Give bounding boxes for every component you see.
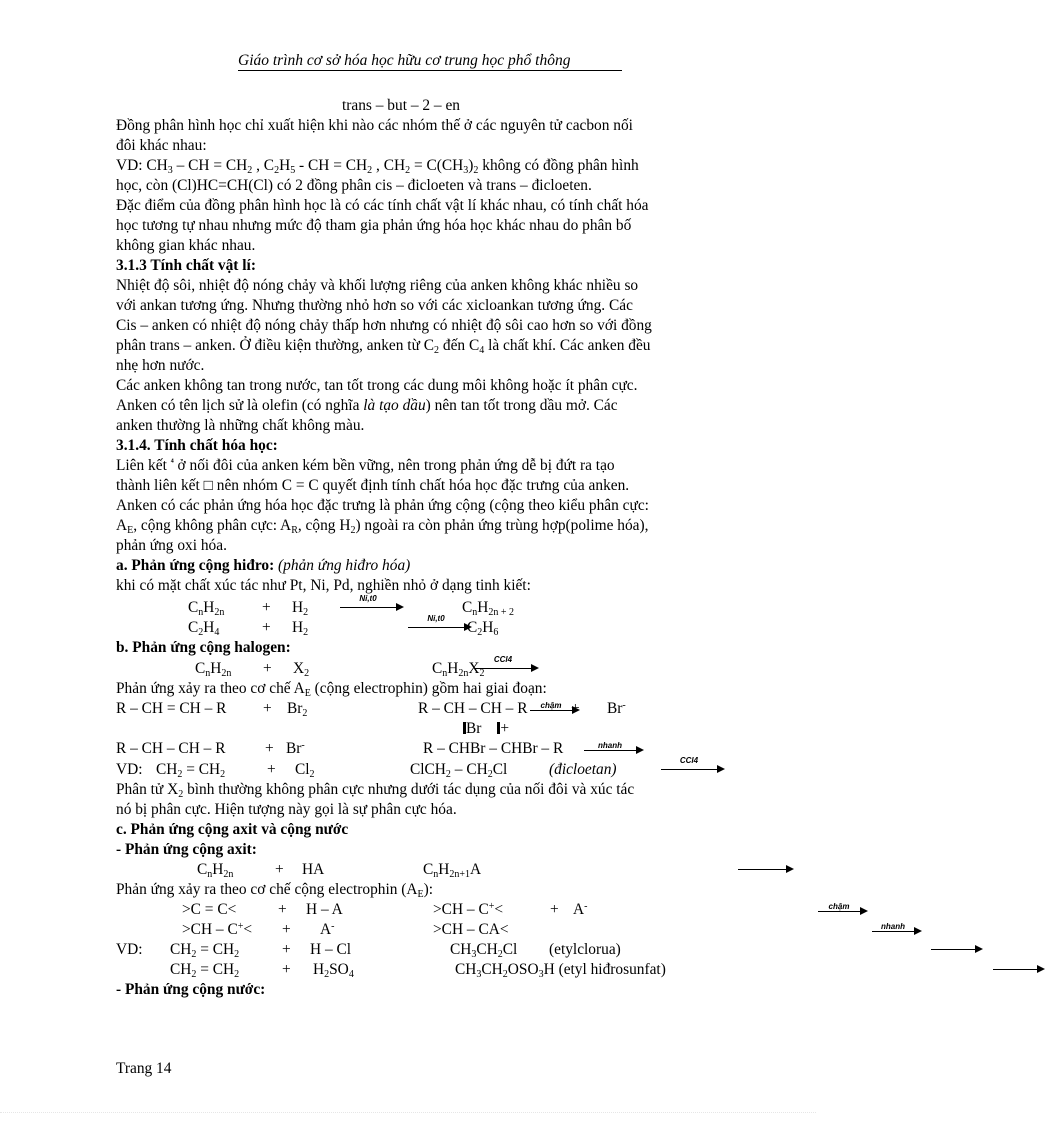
paragraph-line: nhẹ hơn nước. bbox=[116, 357, 205, 374]
isomer-name: trans – but – 2 – en bbox=[342, 97, 460, 114]
equation-reagent: HA bbox=[302, 861, 325, 878]
equation-reagent: $Br_2$ bbox=[287, 700, 308, 719]
equation-product: >CH – CA< bbox=[433, 921, 509, 938]
example-label: VD: bbox=[116, 761, 143, 778]
equation-reagent: Br- bbox=[286, 740, 305, 757]
paragraph-line: phân trans – anken. Ở điều kiện thường, anken từ $C_2$ đến $C_4$ là chất khí. Các anken đều bbox=[116, 337, 651, 356]
equation-product: ClCH$_2$ – $CH_2Cl$ bbox=[410, 761, 508, 780]
equation-reagent: H – A bbox=[306, 901, 343, 918]
carbocation-labels: Br + bbox=[463, 719, 509, 739]
plus-sign: + bbox=[550, 901, 559, 918]
reaction-arrow: Ni,t0 bbox=[340, 598, 404, 612]
paragraph-line: khi có mặt chất xúc tác như Pt, Ni, Pd, nghiền nhỏ ở dạng tinh kiết: bbox=[116, 577, 531, 594]
equation-product: $C_2H_6$ bbox=[467, 619, 499, 638]
paragraph-line: Các anken không tan trong nước, tan tốt trong các dung môi không hoặc ít phân cực. bbox=[116, 377, 638, 394]
equation-reagent: $H_2$ bbox=[292, 599, 309, 618]
paragraph-line: Liên kết $^{^4}$ ở nối đôi của anken kém bền vững, nên trong phản ứng dễ bị đứt ra tạo bbox=[116, 457, 615, 474]
subsection-heading-c1: - Phản ứng cộng axit: bbox=[116, 841, 257, 858]
paragraph-line: Đồng phân hình học chỉ xuất hiện khi nào các nhóm thế ở các nguyên tử cacbon nối bbox=[116, 117, 633, 134]
paragraph-line: thành liên kết □ nên nhóm C = C quyết định tính chất hóa học đặc trưng của anken. bbox=[116, 477, 630, 494]
equation-product: $CH_3CH_2Cl$ bbox=[450, 941, 518, 960]
reaction-arrow bbox=[931, 940, 983, 954]
plus-sign: + bbox=[571, 700, 580, 717]
paragraph-line: Phân tử $X_2$ bình thường không phân cực nhưng dưới tác dụng của nối đôi và xúc tác bbox=[116, 781, 635, 800]
equation-reactant: $CH_2 = CH_2$ bbox=[170, 961, 240, 980]
equation-reagent: $H_2$ bbox=[292, 619, 309, 638]
equation-product: R – CHBr – CHBr – R bbox=[423, 740, 564, 757]
equation-product: $C_nH_{2n}X_2$ bbox=[432, 660, 485, 679]
plus-sign: + bbox=[278, 901, 287, 918]
paragraph-line: nó bị phân cực. Hiện tượng này gọi là sự phân cực hóa. bbox=[116, 801, 457, 818]
equation-reactant: $C_nH_{2n}$ bbox=[195, 660, 232, 679]
reaction-arrow bbox=[993, 960, 1045, 974]
equation-product: R – CH – CH – R bbox=[418, 700, 528, 717]
plus-sign: + bbox=[263, 700, 272, 717]
equation-reagent: H – Cl bbox=[310, 941, 352, 958]
equation-reactant: $C_2H_4$ bbox=[188, 619, 220, 638]
paragraph-line: học, còn (Cl)HC=CH(Cl) có 2 đồng phân cis – đicloeten và trans – đicloeten. bbox=[116, 177, 592, 194]
reaction-arrow: nhanh bbox=[584, 741, 644, 755]
paragraph-line: $A_E$, cộng không phân cực: $A_R$, cộng $H_2$) ngoài ra còn phản ứng trùng hợp(polime hóa), bbox=[116, 517, 649, 536]
equation-reactant: >CH – C+< bbox=[182, 921, 253, 938]
equation-product: Br- bbox=[607, 700, 626, 717]
equation-reactant: $C_nH_{2n}$ bbox=[188, 599, 225, 618]
subsection-heading-b: b. Phản ứng cộng halogen: bbox=[116, 639, 291, 656]
equation-reactant: $CH_2 = CH_2$ bbox=[156, 761, 226, 780]
equation-reactant: $C_nH_{2n}$ bbox=[197, 861, 234, 880]
equation-reactant: R – CH – CH – R bbox=[116, 740, 226, 757]
paragraph-line: học tương tự nhau nhưng mức độ tham gia phản ứng hóa học khác nhau do phân bố bbox=[116, 217, 632, 234]
paragraph-line: Nhiệt độ sôi, nhiệt độ nóng chảy và khối lượng riêng của anken không khác nhiều so bbox=[116, 277, 639, 294]
equation-reagent: $X_2$ bbox=[293, 660, 310, 679]
reaction-arrow: CCl4 bbox=[475, 659, 539, 673]
plus-sign: + bbox=[262, 619, 271, 636]
plus-sign: + bbox=[275, 861, 284, 878]
subsection-heading-c: c. Phản ứng cộng axit và cộng nước bbox=[116, 821, 349, 838]
reaction-arrow: Ni,t0 bbox=[408, 618, 472, 632]
equation-reagent: $H_2SO_4$ bbox=[313, 961, 354, 980]
paragraph-line: Cis – anken có nhiệt độ nóng chảy thấp hơn nhưng có nhiệt độ sôi cao hơn so với đồng bbox=[116, 317, 652, 334]
paragraph-line: với ankan tương ứng. Nhưng thường nhỏ hơn so với các xicloankan tương ứng. Các bbox=[116, 297, 633, 314]
paragraph-line: phản ứng oxi hóa. bbox=[116, 537, 227, 554]
paragraph-line: không gian khác nhau. bbox=[116, 237, 256, 254]
subsection-heading-c2: - Phản ứng cộng nước: bbox=[116, 981, 266, 998]
product-name: (etylclorua) bbox=[549, 941, 621, 958]
equation-product: $C_nH_{2n+1}A$ bbox=[423, 861, 482, 880]
plus-sign: + bbox=[262, 599, 271, 616]
page-header-title: Giáo trình cơ sở hóa học hữu cơ trung học phổ thông bbox=[238, 52, 571, 69]
reaction-arrow: chậm bbox=[530, 701, 580, 715]
paragraph-line: Phản ứng xảy ra theo cơ chế cộng electrophin $(A_E)$: bbox=[116, 881, 434, 900]
header-underline bbox=[238, 70, 622, 71]
paragraph-line: Anken có tên lịch sử là olefin (có nghĩa là tạo dầu) nên tan tốt trong dầu mở. Các bbox=[116, 397, 618, 414]
plus-sign: + bbox=[282, 941, 291, 958]
plus-sign: + bbox=[282, 921, 291, 938]
equation-reactant: $CH_2 = CH_2$ bbox=[170, 941, 240, 960]
equation-product: $CH_3CH_2OSO_3H$ (etyl hiđrosunfat) bbox=[455, 961, 666, 980]
reaction-arrow bbox=[738, 860, 794, 874]
plus-sign: + bbox=[263, 660, 272, 677]
example-label: VD: bbox=[116, 941, 143, 958]
equation-reagent: A- bbox=[320, 921, 335, 938]
page-number: Trang 14 bbox=[116, 1060, 172, 1077]
paragraph-line: Anken có các phản ứng hóa học đặc trưng là phản ứng cộng (cộng theo kiểu phân cực: bbox=[116, 497, 649, 514]
plus-sign: + bbox=[267, 761, 276, 778]
equation-reactant: >C = C< bbox=[182, 901, 237, 918]
paragraph-line: anken thường là những chất không màu. bbox=[116, 417, 365, 434]
plus-sign: + bbox=[265, 740, 274, 757]
paragraph-line: Đặc điểm của đồng phân hình học là có các tính chất vật lí khác nhau, có tính chất hóa bbox=[116, 197, 649, 214]
equation-product: $C_nH_{2n + 2}$ bbox=[462, 599, 515, 618]
footer-dotted-line bbox=[0, 1112, 816, 1113]
reaction-arrow: nhanh bbox=[872, 922, 922, 936]
equation-reactant: R – CH = CH – R bbox=[116, 700, 227, 717]
example-line: VD: $CH_3$ – CH = $CH_2$ , $C_2H_5$ - CH = $CH_2$ , $CH_2 = C(CH_3)_2$ không có đồng phân hình bbox=[116, 157, 639, 176]
reaction-arrow: CCl4 bbox=[661, 760, 725, 774]
subsection-heading-a: a. Phản ứng cộng hiđro: (phản ứng hiđro hóa) bbox=[116, 557, 411, 574]
paragraph-line: đôi khác nhau: bbox=[116, 137, 207, 154]
reaction-arrow: chậm bbox=[818, 902, 868, 916]
equation-product: >CH – C+< bbox=[433, 901, 504, 918]
equation-reagent: $Cl_2$ bbox=[295, 761, 315, 780]
product-name: (đicloetan) bbox=[549, 761, 617, 778]
equation-product: A- bbox=[573, 901, 588, 918]
section-heading-313: 3.1.3 Tính chất vật lí: bbox=[116, 257, 256, 274]
paragraph-line: Phản ứng xảy ra theo cơ chế $A_E$ (cộng electrophin) gồm hai giai đoạn: bbox=[116, 680, 547, 699]
section-heading-314: 3.1.4. Tính chất hóa học: bbox=[116, 437, 278, 454]
plus-sign: + bbox=[282, 961, 291, 978]
